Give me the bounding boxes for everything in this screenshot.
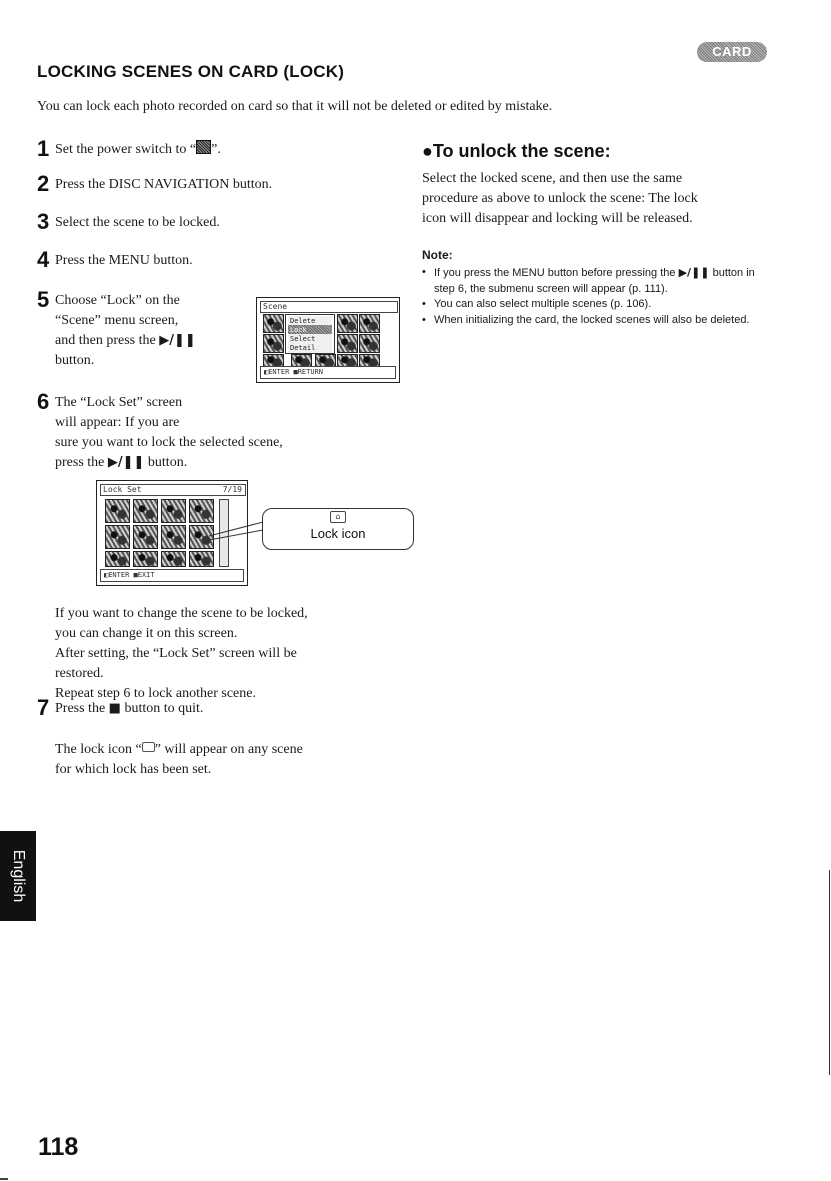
stop-icon: ■ [108, 701, 121, 716]
step-7-text [55, 699, 203, 719]
note-text: button in step 6, the submenu screen will appear (p. 111). [434, 267, 755, 295]
card-badge-icon: CARD [697, 42, 767, 62]
thumbnail-image [263, 314, 284, 333]
step-6-number: 6 [37, 389, 50, 414]
step-5-text [55, 291, 196, 371]
play-pause-icon: ▶/❚❚ [678, 266, 710, 279]
leader-line [209, 522, 263, 536]
text-line [55, 740, 303, 760]
step-1-label: Set the power switch to “ [55, 142, 197, 157]
menu-item-select[interactable]: Select [288, 334, 332, 344]
thumbnail-image [133, 551, 158, 567]
step-7-number: 7 [37, 695, 50, 720]
text-segment: ” will appear on any scene [154, 742, 303, 757]
step-7-label: Press the [55, 701, 106, 716]
lock-icon [142, 742, 155, 752]
step-2-number: 2 [37, 171, 50, 196]
step-6-text [55, 393, 283, 473]
intro-text: You can lock each photo recorded on card so that it will not be deleted or edited by mistake. [37, 99, 553, 114]
text-line: After setting, the “Lock Set” screen will be [55, 646, 297, 661]
menu-item-lock[interactable]: Lock [288, 325, 332, 335]
photo-mode-icon [196, 140, 211, 154]
edge-line [829, 870, 830, 1075]
step-6-line-text: press the [55, 455, 105, 470]
leader-line [209, 530, 263, 540]
thumbnail-image [189, 551, 214, 567]
step-4-number: 4 [37, 247, 50, 272]
play-pause-icon: ▶/❚❚ [159, 333, 196, 348]
thumbnail-image [161, 499, 186, 523]
text-line: you can change it on this screen. [55, 626, 238, 641]
scene-menu-screen [256, 297, 400, 383]
step-3-number: 3 [37, 209, 50, 234]
text-line: If you want to change the scene to be locked, [55, 606, 308, 621]
step-6-line: will appear: If you are [55, 415, 180, 430]
step-1-label-end: ”. [211, 142, 221, 157]
language-tab-label: English [10, 849, 27, 903]
note-text: If you press the MENU button before pressing the [434, 267, 676, 279]
text-line: for which lock has been set. [55, 762, 212, 777]
thumbnail-image [359, 334, 380, 353]
screen-footer: ◧ENTER ■RETURN [260, 366, 396, 379]
screen-footer: ◧ENTER ■EXIT [100, 569, 244, 582]
step-5-line: “Scene” menu screen, [55, 313, 179, 328]
unlock-text [422, 169, 698, 229]
step-5-line [55, 331, 196, 351]
lock-icon: ⌂ [330, 511, 346, 523]
lock-icon-callout [262, 508, 414, 550]
thumbnail-image [105, 499, 130, 523]
step-7-label-end: button to quit. [124, 701, 204, 716]
thumbnail-image [133, 525, 158, 549]
edge-mark [0, 1178, 8, 1180]
step-5-number: 5 [37, 287, 50, 312]
page-number: 118 [38, 1133, 79, 1161]
thumbnail-image [161, 551, 186, 567]
note-heading: Note: [422, 248, 453, 262]
menu-item-detail[interactable]: Detail [288, 343, 332, 353]
text-line: restored. [55, 666, 104, 681]
thumbnail-image [105, 551, 130, 567]
thumbnail-image [105, 525, 130, 549]
text-line: icon will disappear and locking will be released. [422, 211, 693, 226]
unlock-heading: ●To unlock the scene: [422, 141, 611, 161]
step-3-text: Select the scene to be locked. [55, 215, 220, 230]
step-4-text: Press the MENU button. [55, 253, 193, 268]
text-segment: The lock icon “ [55, 742, 142, 757]
note-item [422, 265, 772, 297]
thumbnail-image [337, 314, 358, 333]
step-5-line: Choose “Lock” on the [55, 293, 180, 308]
note-list [422, 265, 772, 328]
step-5-line-text: and then press the [55, 333, 156, 348]
menu-item-delete[interactable]: Delete [288, 316, 332, 326]
step-1-number: 1 [37, 136, 50, 161]
lock-icon-explanation [55, 740, 303, 780]
page-title: LOCKING SCENES ON CARD (LOCK) [37, 62, 345, 81]
note-item: • You can also select multiple scenes (p. 106). [422, 297, 772, 313]
text-line: Repeat step 6 to lock another scene. [55, 686, 256, 701]
screen-header: Scene [260, 301, 398, 313]
language-tab [0, 831, 36, 921]
step-5-line: button. [55, 353, 95, 368]
scene-counter: 7/19 [222, 485, 242, 494]
text-line: procedure as above to unlock the scene: The lock [422, 191, 698, 206]
thumbnail-image [133, 499, 158, 523]
step-6-line [55, 453, 283, 473]
callout-label: Lock icon [310, 526, 366, 541]
step-6-line: sure you want to lock the selected scene, [55, 435, 283, 450]
step-1-text [55, 140, 221, 160]
scene-submenu [285, 314, 335, 354]
play-pause-icon: ▶/❚❚ [107, 455, 145, 470]
thumbnail-image [263, 334, 284, 353]
thumbnail-image [359, 314, 380, 333]
step-6-line: The “Lock Set” screen [55, 395, 183, 410]
text-line: Select the locked scene, and then use the same [422, 171, 683, 186]
screen-header [100, 484, 246, 496]
note-item: • When initializing the card, the locked scenes will also be deleted. [422, 313, 772, 329]
step-2-text: Press the DISC NAVIGATION button. [55, 177, 273, 192]
thumbnail-image [161, 525, 186, 549]
step-6-line-end: button. [147, 455, 188, 470]
thumbnail-image [337, 334, 358, 353]
step-6-notes [55, 604, 308, 704]
screen-header-label: Lock Set [103, 485, 142, 494]
